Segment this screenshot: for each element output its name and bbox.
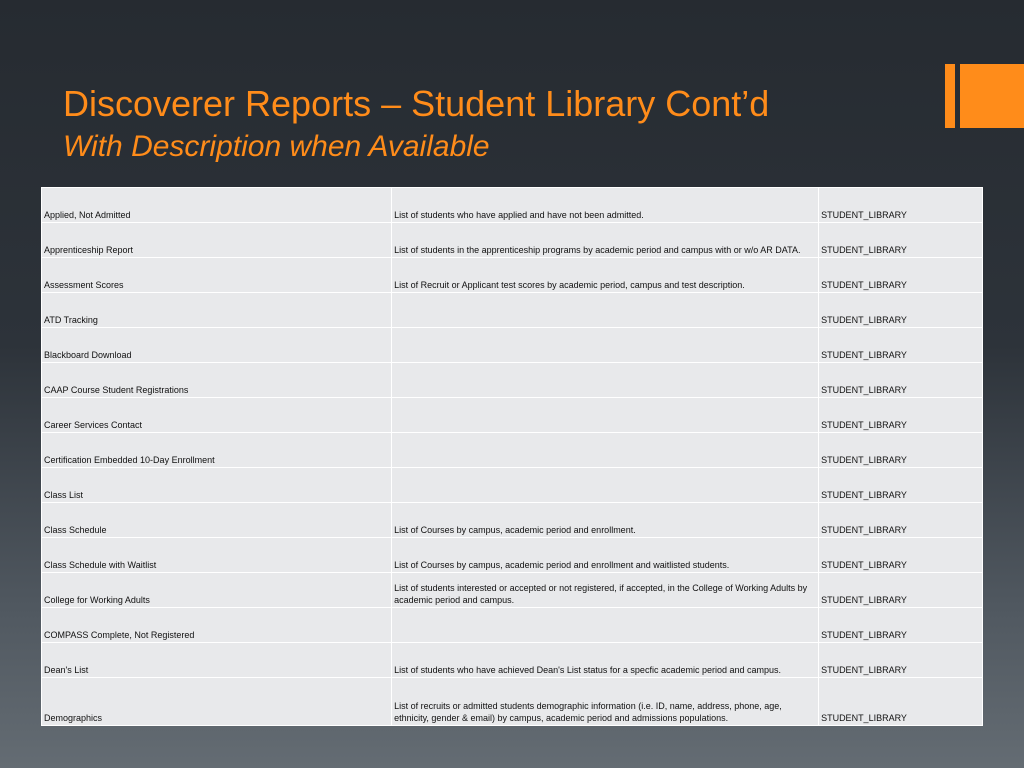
report-library-cell: STUDENT_LIBRARY bbox=[819, 328, 983, 363]
table-row bbox=[42, 188, 983, 223]
report-library-cell: STUDENT_LIBRARY bbox=[819, 538, 983, 573]
report-name-cell: ATD Tracking bbox=[42, 293, 392, 328]
report-library-cell: STUDENT_LIBRARY bbox=[819, 398, 983, 433]
report-description-cell bbox=[392, 293, 819, 328]
slide-title: Discoverer Reports – Student Library Cont’d bbox=[63, 83, 770, 124]
report-description-cell: List of students who have achieved Dean's List status for a specfic academic period and campus. bbox=[392, 643, 819, 678]
reports-table bbox=[41, 187, 983, 726]
report-description-cell: List of students interested or accepted or not registered, if accepted, in the College of Working Adults by academic period and campus. bbox=[392, 573, 819, 608]
report-name-cell: Class Schedule with Waitlist bbox=[42, 538, 392, 573]
report-name-cell: Apprenticeship Report bbox=[42, 223, 392, 258]
report-description-cell bbox=[392, 433, 819, 468]
report-library-cell: STUDENT_LIBRARY bbox=[819, 433, 983, 468]
report-library-cell: STUDENT_LIBRARY bbox=[819, 468, 983, 503]
report-description-cell: List of Courses by campus, academic period and enrollment. bbox=[392, 503, 819, 538]
report-library-cell: STUDENT_LIBRARY bbox=[819, 258, 983, 293]
report-name-cell: Dean's List bbox=[42, 643, 392, 678]
report-library-cell: STUDENT_LIBRARY bbox=[819, 608, 983, 643]
report-description-cell: List of Recruit or Applicant test scores by academic period, campus and test description. bbox=[392, 258, 819, 293]
table-row bbox=[42, 258, 983, 293]
table-row bbox=[42, 643, 983, 678]
table-row bbox=[42, 223, 983, 258]
table-row bbox=[42, 328, 983, 363]
report-description-cell bbox=[392, 608, 819, 643]
report-name-cell: Applied, Not Admitted bbox=[42, 188, 392, 223]
report-library-cell: STUDENT_LIBRARY bbox=[819, 678, 983, 726]
table-row bbox=[42, 678, 983, 726]
report-description-cell: List of recruits or admitted students demographic information (i.e. ID, name, address, phone, age, ethnicity, gender & email) by campus, academic period and admissions populations. bbox=[392, 678, 819, 726]
table-row bbox=[42, 363, 983, 398]
table-row bbox=[42, 538, 983, 573]
report-name-cell: Career Services Contact bbox=[42, 398, 392, 433]
report-library-cell: STUDENT_LIBRARY bbox=[819, 293, 983, 328]
accent-block bbox=[960, 64, 1024, 128]
report-description-cell: List of students in the apprenticeship programs by academic period and campus with or w/o AR DATA. bbox=[392, 223, 819, 258]
table-row bbox=[42, 608, 983, 643]
report-name-cell: College for Working Adults bbox=[42, 573, 392, 608]
report-name-cell: CAAP Course Student Registrations bbox=[42, 363, 392, 398]
report-description-cell: List of Courses by campus, academic period and enrollment and waitlisted students. bbox=[392, 538, 819, 573]
accent-bar bbox=[945, 64, 955, 128]
table-row bbox=[42, 398, 983, 433]
table-row bbox=[42, 503, 983, 538]
report-name-cell: Assessment Scores bbox=[42, 258, 392, 293]
report-library-cell: STUDENT_LIBRARY bbox=[819, 643, 983, 678]
report-description-cell bbox=[392, 468, 819, 503]
report-name-cell: Demographics bbox=[42, 678, 392, 726]
report-name-cell: Class Schedule bbox=[42, 503, 392, 538]
table-row bbox=[42, 468, 983, 503]
table-row bbox=[42, 293, 983, 328]
report-library-cell: STUDENT_LIBRARY bbox=[819, 223, 983, 258]
report-name-cell: Class List bbox=[42, 468, 392, 503]
report-name-cell: COMPASS Complete, Not Registered bbox=[42, 608, 392, 643]
report-name-cell: Blackboard Download bbox=[42, 328, 392, 363]
report-library-cell: STUDENT_LIBRARY bbox=[819, 503, 983, 538]
report-library-cell: STUDENT_LIBRARY bbox=[819, 188, 983, 223]
report-description-cell bbox=[392, 398, 819, 433]
report-description-cell bbox=[392, 363, 819, 398]
slide-subtitle: With Description when Available bbox=[63, 130, 490, 163]
report-description-cell: List of students who have applied and have not been admitted. bbox=[392, 188, 819, 223]
report-library-cell: STUDENT_LIBRARY bbox=[819, 573, 983, 608]
table-row bbox=[42, 573, 983, 608]
report-description-cell bbox=[392, 328, 819, 363]
report-name-cell: Certification Embedded 10-Day Enrollment bbox=[42, 433, 392, 468]
report-library-cell: STUDENT_LIBRARY bbox=[819, 363, 983, 398]
table-row bbox=[42, 433, 983, 468]
